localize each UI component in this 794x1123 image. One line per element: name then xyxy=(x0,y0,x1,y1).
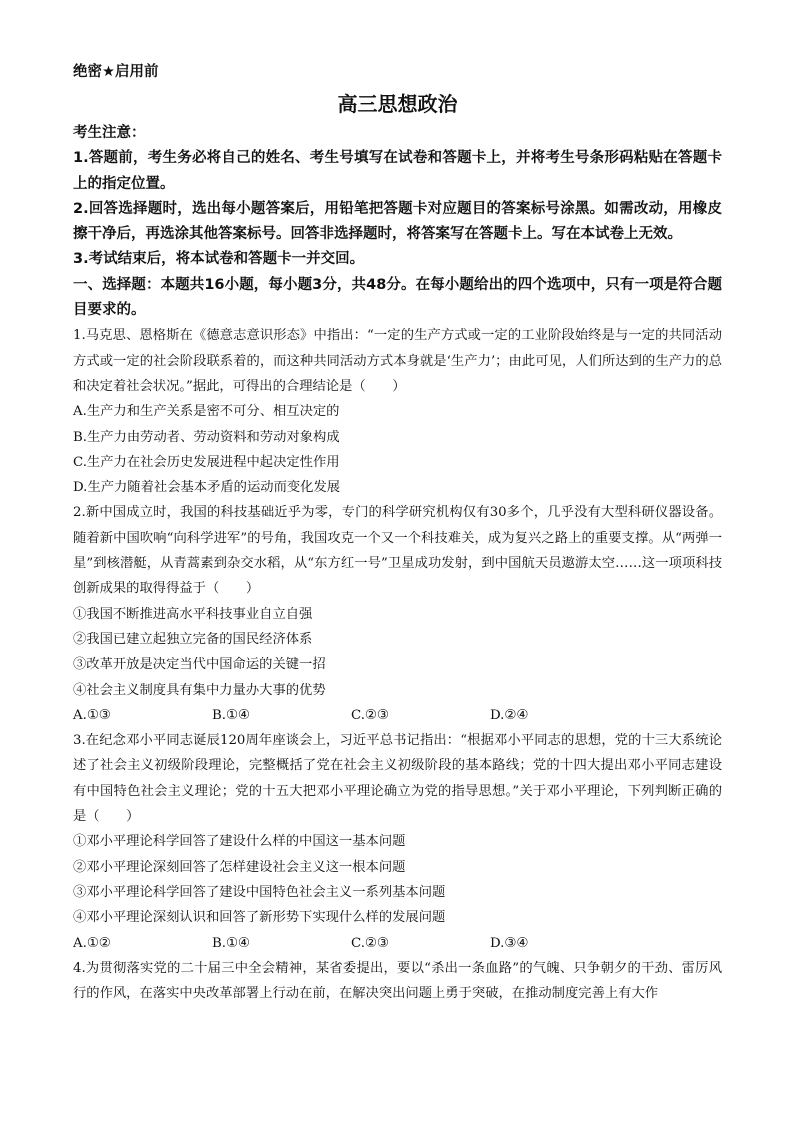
answer-choice: D.③④ xyxy=(490,935,529,951)
question-statement: ①邓小平理论科学回答了建设什么样的中国这一基本问题 xyxy=(73,834,406,850)
question-option: B.生产力由劳动者、劳动资料和劳动对象构成 xyxy=(73,429,340,445)
answer-choice: D.②④ xyxy=(490,707,529,723)
question-option: C.生产力在社会历史发展进程中起决定性作用 xyxy=(73,454,340,470)
question-stem: 3.在纪念邓小平同志诞辰120周年座谈会上，习近平总书记指出：“根据邓小平同志的思想，党的十三大系统论述了社会主义初级阶段理论，完整概括了党在社会主义初级阶段的基本路线；党的十四大提出邓小平同志建设有中国特色社会主义理论；党的十五大把邓小平理论确立为党的指导思想。”关于邓小平理论，下列判断正确的是（ ） xyxy=(73,733,722,825)
question-statement: ④社会主义制度具有集中力量办大事的优势 xyxy=(73,682,326,698)
question-stem: 4.为贯彻落实党的二十届三中全会精神，某省委提出，要以“杀出一条血路”的气魄、只争朝夕的干劲、雷厉风行的作风，在落实中央改革部署上行动在前，在解决突出问题上勇于突破，在推动制度完善上有大作 xyxy=(73,960,722,1002)
answer-choice: A.①② xyxy=(73,935,111,951)
question-statement: ②邓小平理论深刻回答了怎样建设社会主义这一根本问题 xyxy=(73,859,406,875)
notice-item: 1.答题前，考生务必将自己的姓名、考生号填写在试卷和答题卡上，并将考生号条形码粘贴在答题卡上的指定位置。 xyxy=(73,150,722,192)
confidential-label: 绝密★启用前 xyxy=(73,64,159,80)
notice-item: 3.考试结束后，将本试卷和答题卡一并交回。 xyxy=(73,251,365,268)
question-stem: 2.新中国成立时，我国的科技基础近乎为零，专门的科学研究机构仅有30多个，几乎没有大型科研仪器设备。随着新中国吹响“向科学进军”的号角，我国攻克一个又一个科技难关，成为复兴之路上的重要支撑。从“两弹一星”到核潜艇，从青蒿素到杂交水稻，从“东方红一号”卫星成功发射，到中国航天员遨游太空……这一项项科技创新成果的取得得益于（ ） xyxy=(73,505,722,597)
question-option: D.生产力随着社会基本矛盾的运动而变化发展 xyxy=(73,480,341,496)
notice-item: 2.回答选择题时，选出每小题答案后，用铅笔把答题卡对应题目的答案标号涂黑。如需改动，用橡皮擦干净后，再选涂其他答案标号。回答非选择题时，将答案写在答题卡上。写在本试卷上无效。 xyxy=(73,200,722,243)
answer-choice: C.②③ xyxy=(351,707,389,723)
question-option: A.生产力和生产关系是密不可分、相互决定的 xyxy=(73,404,340,420)
answer-choice: C.②③ xyxy=(351,935,389,951)
question-statement: ②我国已建立起独立完备的国民经济体系 xyxy=(73,631,313,647)
answer-choice: A.①③ xyxy=(73,707,111,723)
section-heading: 一、选择题：本题共16小题，每小题3分，共48分。在每小题给出的四个选项中，只有一项是符合题目要求的。 xyxy=(73,276,722,319)
question-statement: ③邓小平理论科学回答了建设中国特色社会主义一系列基本问题 xyxy=(73,884,446,900)
answer-choices xyxy=(73,931,722,956)
answer-choice: B.①④ xyxy=(212,935,250,951)
notice-heading: 考生注意： xyxy=(73,125,146,141)
question-statement: ③改革开放是决定当代中国命运的关键一招 xyxy=(73,657,326,673)
page-title: 高三思想政治 xyxy=(337,92,458,116)
answer-choices xyxy=(73,703,722,728)
question-statement: ①我国不断推进高水平科技事业自立自强 xyxy=(73,606,313,622)
question-statement: ④邓小平理论深刻认识和回答了新形势下实现什么样的发展问题 xyxy=(73,910,446,926)
answer-choice: B.①④ xyxy=(212,707,250,723)
question-stem: 1.马克思、恩格斯在《德意志意识形态》中指出：“一定的生产方式或一定的工业阶段始终是与一定的共同活动方式或一定的社会阶段联系着的，而这种共同活动方式本身就是‘生产力’；由此可见，人们所达到的生产力的总和决定着社会状况。”据此，可得出的合理结论是（ ） xyxy=(73,328,722,394)
